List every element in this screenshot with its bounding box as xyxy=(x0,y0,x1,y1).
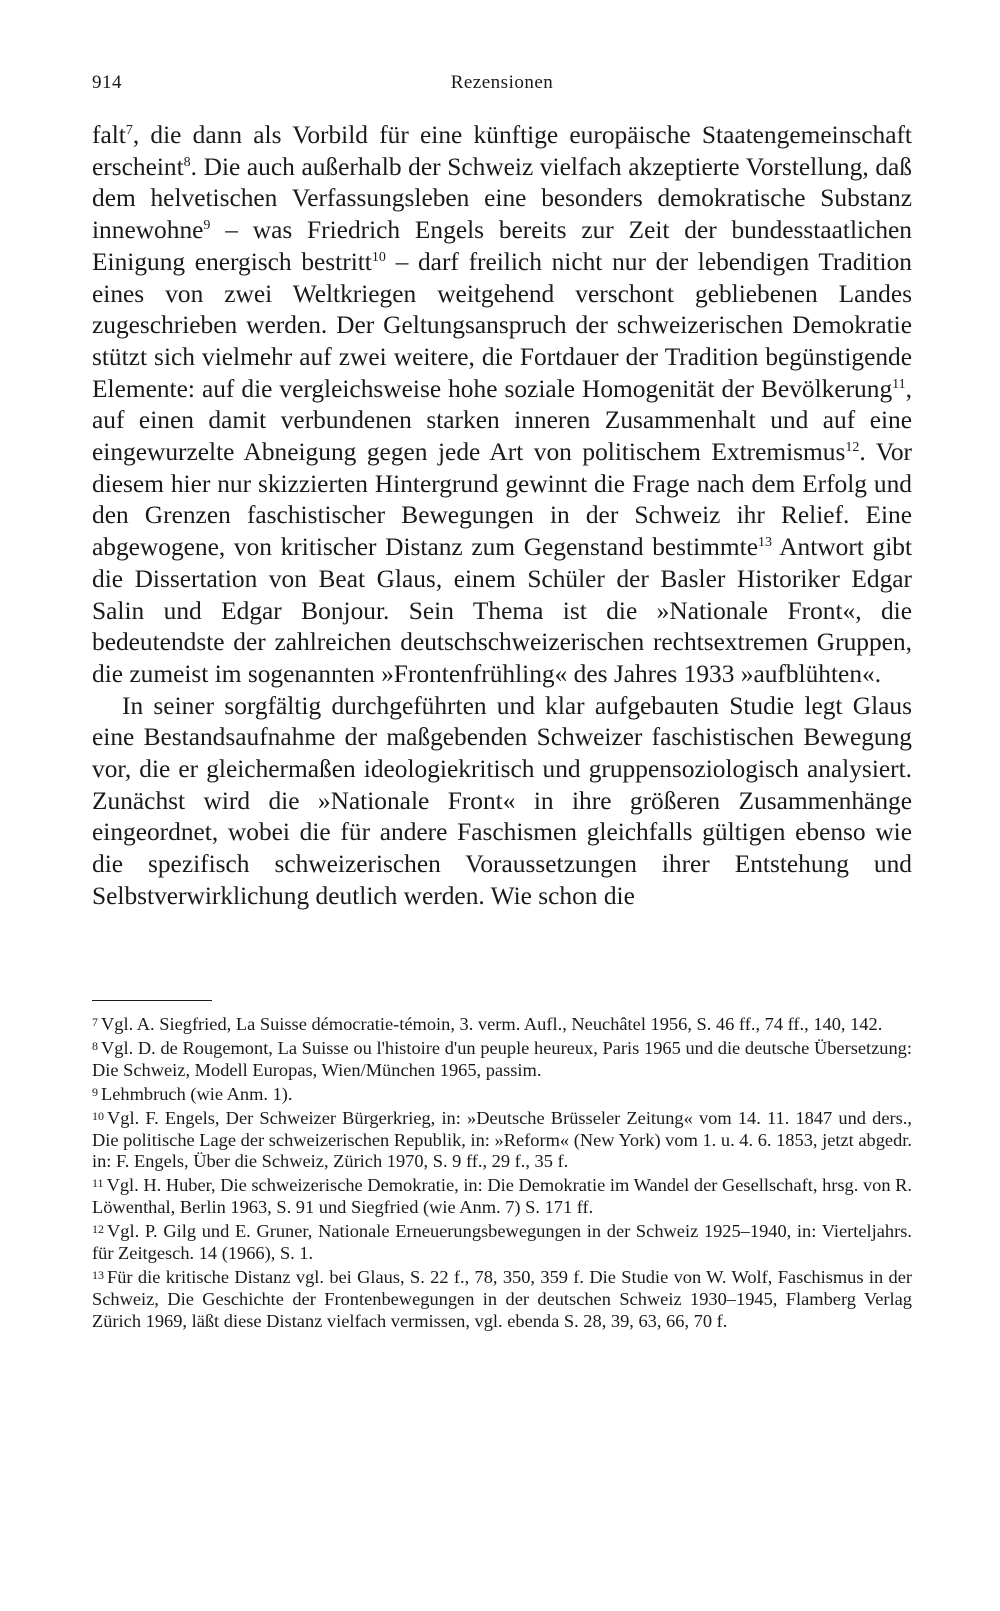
footnotes xyxy=(92,1012,912,1333)
footnote-text: Lehmbruch (wie Anm. 1). xyxy=(101,1083,293,1104)
footnote-number: 8 xyxy=(92,1038,98,1053)
footnote-ref: 9 xyxy=(203,218,211,234)
page-header xyxy=(92,72,912,102)
text-run: . Die auch außerhalb der Schweiz vielfach akzeptierte Vorstellung, daß dem helvetischen Verfassungsleben eine besonders demokratische Substanz innewohne xyxy=(92,152,912,245)
footnote-rule xyxy=(92,1000,212,1001)
footnote-text: Für die kritische Distanz vgl. bei Glaus, S. 22 f., 78, 350, 359 f. Die Studie von W. Wolf, Faschismus in der Schweiz, Die Geschichte der Frontenbewegungen in der deutschen Schweiz 1930–1945, Flamberg Verlag Zürich 1969, läßt diese Distanz vielfach vermissen, vgl. ebenda S. 28, 39, 63, 66, 70 f. xyxy=(92,1266,912,1331)
footnote-ref: 11 xyxy=(892,376,906,392)
footnote-text: Vgl. F. Engels, Der Schweizer Bürgerkrieg, in: »Deutsche Brüsseler Zeitung« vom 14. 11. 1847 und ders., Die politische Lage der schweizerischen Republik, in: »Reform« (New York) vom 1. u. 4. 6. 1853, jetzt abgedr. in: F. Engels, Über die Schweiz, Zürich 1970, S. 9 ff., 29 f., 35 f. xyxy=(92,1107,912,1172)
footnote-7 xyxy=(92,1012,912,1036)
footnote-number: 9 xyxy=(92,1084,98,1099)
footnote-13 xyxy=(92,1265,912,1333)
footnote-ref: 10 xyxy=(371,249,386,265)
text-run: . Vor diesem hier nur skizzierten Hintergrund gewinnt die Frage nach dem Erfolg und den Grenzen faschistischer Bewegungen in der Schweiz ihr Relief. Eine abgewogene, von kritischer Distanz zum Gegenstand bestimmte xyxy=(92,438,912,562)
footnote-text: Vgl. D. de Rougemont, La Suisse ou l'histoire d'un peuple heureux, Paris 1965 und die deutsche Übersetzung: Die Schweiz, Modell Europas, Wien/München 1965, passim. xyxy=(92,1037,912,1080)
footnote-number: 10 xyxy=(92,1108,104,1123)
footnote-number: 7 xyxy=(92,1015,98,1029)
footnote-number: 13 xyxy=(92,1267,104,1282)
footnote-ref: 13 xyxy=(757,535,772,551)
footnote-ref: 8 xyxy=(183,154,191,170)
text-run: falt xyxy=(92,121,126,149)
footnote-text: Vgl. H. Huber, Die schweizerische Demokratie, in: Die Demokratie im Wandel der Gesellschaft, hrsg. von R. Löwenthal, Berlin 1963, S. 91 und Siegfried (wie Anm. 7) S. 171 ff. xyxy=(92,1175,912,1218)
footnote-10 xyxy=(92,1106,912,1174)
page-number: 914 xyxy=(92,72,122,93)
text-run: – was Friedrich Engels bereits zur Zeit der bundesstaatlichen Einigung energisch bestritt xyxy=(92,216,912,276)
running-head: Rezensionen xyxy=(450,72,554,93)
paragraph-1 xyxy=(92,120,912,691)
text-run: , auf einen damit verbundenen starken inneren Zusammenhalt und auf eine eingewurzelte Abneigung gegen jede Art von politischem Extremismus xyxy=(92,374,912,467)
footnote-ref: 12 xyxy=(845,440,860,456)
body-text xyxy=(92,120,912,913)
footnote-12 xyxy=(92,1219,912,1265)
footnote-number: 11 xyxy=(92,1176,104,1191)
footnote-ref: 7 xyxy=(125,123,133,138)
footnote-number: 12 xyxy=(92,1222,104,1237)
text-run: In seiner sorgfältig durchgeführten und klar aufgebauten Studie legt Glaus eine Bestandsaufnahme der maßgebenden Schweizer faschistischen Bewegung vor, die er gleichermaßen ideologiekritisch und gruppensoziologisch analysiert. Zunächst wird die »Nationale Front« in ihre größeren Zusammenhänge eingeordnet, wobei die für andere Faschismen gleichfalls gültigen ebenso wie die spezifisch schweizerischen Voraussetzungen ihrer Entstehung und Selbstverwirklichung deutlich werden. Wie schon die xyxy=(92,691,912,910)
text-run: , die dann als Vorbild für eine künftige europäische Staatengemeinschaft erscheint xyxy=(92,121,912,181)
footnote-text: Vgl. P. Gilg und E. Gruner, Nationale Erneuerungsbewegungen in der Schweiz 1925–1940, in: Vierteljahrs. für Zeitgesch. 14 (1966), S. 1. xyxy=(92,1221,912,1264)
paragraph-2 xyxy=(92,691,912,913)
footnote-text: Vgl. A. Siegfried, La Suisse démocratie-témoin, 3. verm. Aufl., Neuchâtel 1956, S. 46 ff., 74 ff., 140, 142. xyxy=(101,1014,883,1034)
footnote-9 xyxy=(92,1082,912,1106)
text-run: Antwort gibt die Dissertation von Beat Glaus, einem Schüler der Basler Historiker Edgar Salin und Edgar Bonjour. Sein Thema ist die »Nationale Front«, die bedeutendste der zahlreichen deutschschweizerischen rechtsextremen Gruppen, die zumeist im sogenannten »Frontenfrühling« des Jahres 1933 »aufblühten«. xyxy=(92,533,912,688)
footnote-8 xyxy=(92,1036,912,1082)
footnote-11 xyxy=(92,1173,912,1219)
text-run: – darf freilich nicht nur der lebendigen Tradition eines von zwei Weltkriegen weitgehend verschont gebliebenen Landes zugeschrieben werden. Der Geltungsanspruch der schweizerischen Demokratie stützt sich vielmehr auf zwei weitere, die Fortdauer der Tradition begünstigende Elemente: auf die vergleichsweise hohe soziale Homogenität der Bevölkerung xyxy=(92,247,912,403)
